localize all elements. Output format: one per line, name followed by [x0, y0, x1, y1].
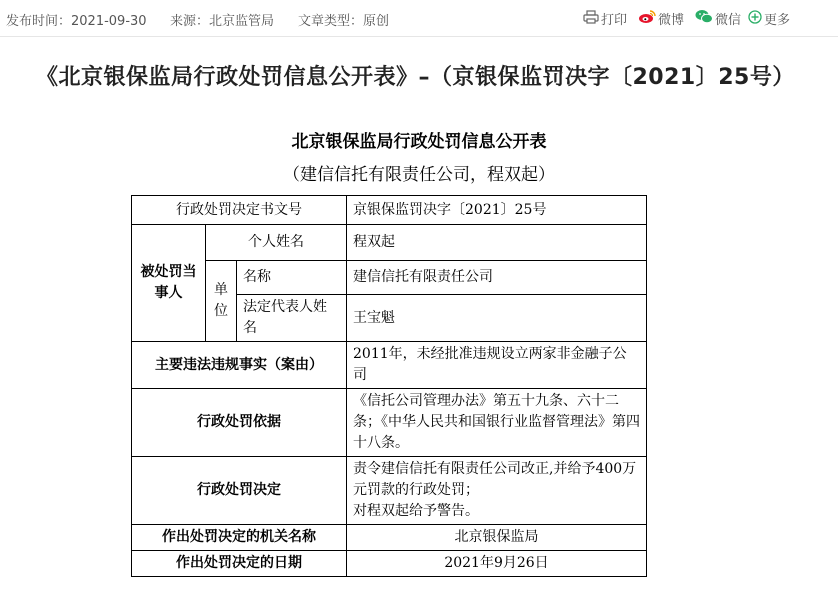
decision-date-value: 2021年9月26日 — [347, 551, 647, 577]
person-name-value: 程双起 — [347, 225, 647, 261]
article-meta-bar — [0, 0, 838, 37]
basis-value: 《信托公司管理办法》第五十九条、六十二条；《中华人民共和国银行业监督管理法》第四十八条。 — [347, 389, 647, 457]
table-row — [132, 525, 647, 551]
document-title: 北京银保监局行政处罚信息公开表 — [291, 132, 547, 152]
table-row — [132, 196, 647, 225]
printer-icon — [583, 10, 601, 28]
decision-label: 行政处罚决定 — [132, 457, 347, 525]
legal-rep-label: 法定代表人姓名 — [237, 295, 347, 342]
article-headline: 《北京银保监局行政处罚信息公开表》–（京银保监罚决字〔2021〕25号） — [36, 65, 795, 90]
unit-name-label: 名称 — [237, 261, 347, 295]
decision-date-label: 作出处罚决定的日期 — [132, 551, 347, 577]
penalty-info-table — [131, 195, 647, 577]
wechat-icon — [695, 9, 715, 28]
legal-rep-value: 王宝魁 — [347, 295, 647, 342]
print-label: 打印 — [601, 13, 628, 28]
table-row — [132, 342, 647, 389]
more-share-button[interactable] — [748, 9, 790, 28]
penalized-party-label: 被处罚当事人 — [132, 225, 206, 342]
basis-label: 行政处罚依据 — [132, 389, 347, 457]
article-type: 文章类型：原创 — [298, 14, 390, 29]
unit-name-value: 建信信托有限责任公司 — [347, 261, 647, 295]
source: 来源：北京监管局 — [170, 14, 275, 29]
decision-value — [347, 457, 647, 525]
wechat-label: 微信 — [715, 13, 742, 28]
facts-label: 主要违法违规事实（案由） — [132, 342, 347, 389]
document-subtitle: （建信信托有限责任公司，程双起） — [283, 165, 555, 185]
weibo-icon — [638, 9, 658, 28]
authority-label: 作出处罚决定的机关名称 — [132, 525, 347, 551]
doc-number-value: 京银保监罚决字〔2021〕25号 — [347, 196, 647, 225]
decision-line-2: 对程双起给予警告。 — [353, 503, 480, 519]
weibo-label: 微博 — [658, 13, 685, 28]
table-row — [132, 457, 647, 525]
doc-number-label: 行政处罚决定书文号 — [132, 196, 347, 225]
table-row — [132, 225, 647, 261]
person-name-label: 个人姓名 — [206, 225, 347, 261]
authority-value: 北京银保监局 — [347, 525, 647, 551]
publish-time: 发布时间：2021-09-30 — [6, 14, 147, 29]
decision-line-1: 责令建信信托有限责任公司改正,并给予400万元罚款的行政处罚； — [353, 461, 637, 498]
plus-circle-icon — [748, 10, 764, 28]
unit-label: 单位 — [206, 261, 237, 342]
wechat-share-button[interactable] — [695, 9, 741, 28]
more-label: 更多 — [764, 13, 791, 28]
facts-value: 2011年，未经批准违规设立两家非金融子公司 — [347, 342, 647, 389]
weibo-share-button[interactable] — [638, 9, 684, 28]
print-button[interactable] — [583, 9, 627, 28]
table-row — [132, 551, 647, 577]
table-row — [132, 389, 647, 457]
table-row — [132, 261, 647, 295]
